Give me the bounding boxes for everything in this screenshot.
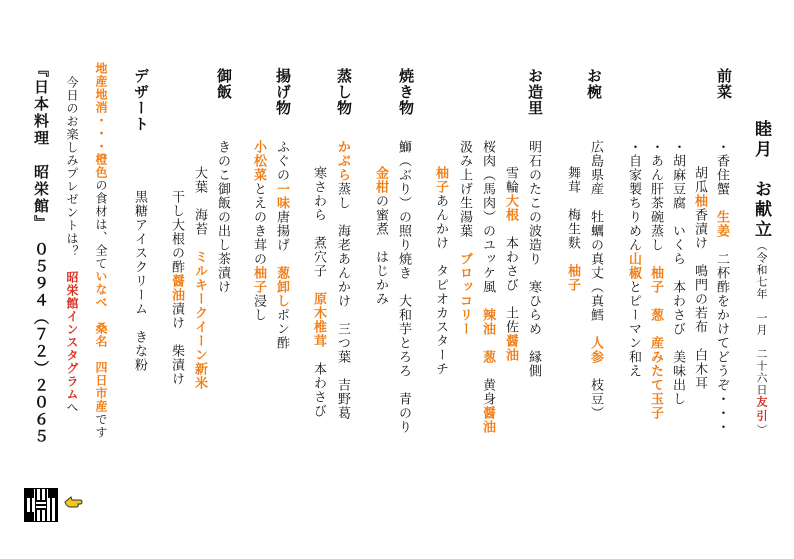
- agemono-text: 浸し: [251, 294, 266, 322]
- yakimono-line-2: [374, 166, 387, 306]
- agemono-text: ふぐの: [274, 140, 289, 182]
- zensai-local-ingredient: 葱: [648, 308, 663, 322]
- page-title: [752, 120, 769, 438]
- date-note: （令和七年 一月 二十六日: [755, 240, 768, 396]
- local-note-color: 橙色: [94, 153, 108, 179]
- zensai-line-3: [671, 140, 684, 406]
- owan-text: 舞茸 梅生麩: [565, 166, 580, 264]
- pointing-hand-icon: [64, 494, 84, 510]
- otsukuri-text: 桜肉（馬肉）のユッケ風: [480, 140, 495, 308]
- gohan-local-ingredient: ミルキークイーン新米: [192, 250, 207, 390]
- local-note-text: の食材は、全て: [94, 179, 108, 270]
- gohan-line-3: [170, 190, 183, 386]
- title-text: 睦月 お献立: [751, 120, 771, 240]
- agemono-local-ingredient: 小松菜: [251, 140, 266, 182]
- agemono-line-1: [275, 140, 288, 350]
- agemono-local-ingredient: 一味: [274, 182, 289, 210]
- zensai-text: ・自家製ちりめん: [626, 140, 641, 252]
- qr-code-icon[interactable]: [24, 488, 58, 522]
- otsukuri-local-ingredient: 醤油: [480, 406, 495, 434]
- mushimono-local-ingredient: かぶら: [335, 140, 350, 182]
- section-mushimono: 蒸し物: [335, 68, 353, 116]
- agemono-text: 唐揚げ: [274, 210, 289, 266]
- agemono-text: ポン酢: [274, 308, 289, 350]
- gohan-text: きのこ御飯の出し茶漬け: [215, 140, 230, 294]
- mushimono-line-1: [336, 140, 349, 420]
- otsukuri-text: 明石のたこの波造り 寒ひらめ 縁側: [526, 140, 541, 378]
- owan-text: 広島県産 牡蠣の真丈（真鱈: [588, 140, 603, 336]
- zensai-text: ・香住蟹: [714, 140, 729, 210]
- zensai-local-ingredient: 産みたて玉子: [648, 336, 663, 420]
- instagram-link[interactable]: 昭栄館インスタグラム: [65, 271, 79, 401]
- local-sourcing-note: [95, 62, 107, 439]
- agemono-text: とえのき茸の: [251, 182, 266, 266]
- local-note-areas: いなべ 桑名 四日市産: [94, 270, 108, 413]
- date-close: ）: [755, 424, 768, 438]
- section-otsukuri: お造里: [526, 68, 544, 116]
- otsukuri-local-ingredient: 醤油: [503, 334, 518, 362]
- zensai-line-4: [649, 140, 662, 420]
- otsukuri-local-ingredient: ブロッコリー: [457, 252, 472, 336]
- otsukuri-text: 雪輪: [503, 166, 518, 194]
- mushimono-text: 蒸し 海老あんかけ 三つ葉 吉野葛: [335, 182, 350, 420]
- zensai-local-ingredient: 山椒: [626, 252, 641, 280]
- zensai-local-ingredient: 柚子: [648, 266, 663, 294]
- restaurant-footer: 『日本料理 昭栄館』 ０５９４（７２）２０６５: [32, 62, 50, 446]
- otsukuri-text: [480, 336, 495, 350]
- zensai-text: ・胡麻豆腐 いくら 本わさび 美味出し: [670, 140, 685, 406]
- zensai-local-ingredient: 生姜: [714, 210, 729, 238]
- yakimono-text: の蜜煮 はじかみ: [373, 194, 388, 306]
- section-agemono: 揚げ物: [274, 68, 292, 116]
- gohan-line-2: [193, 166, 206, 390]
- otsukuri-text: 黄身: [480, 364, 495, 406]
- otsukuri-local-ingredient: 葱: [480, 350, 495, 364]
- otsukuri-line-2: [504, 166, 517, 362]
- zensai-text: [648, 322, 663, 336]
- gohan-text: 干し大根の酢: [169, 190, 184, 274]
- date-tail: 友引: [755, 396, 768, 424]
- gohan-text: 大葉 海苔: [192, 166, 207, 250]
- zensai-text: ・あん肝茶碗蒸し: [648, 140, 663, 266]
- zensai-text: 二杯酢をかけてどうぞ・・・: [714, 238, 729, 434]
- mushimono-text: 寒さわら 煮穴子: [311, 166, 326, 292]
- zensai-line-1: [715, 140, 728, 434]
- section-dessert: デザート: [132, 68, 150, 132]
- mushimono-text: 本わさび: [311, 348, 326, 418]
- local-note-text: です: [94, 413, 108, 439]
- dessert-line-1: [133, 190, 146, 372]
- section-yakimono: 焼き物: [397, 68, 415, 116]
- owan-local-ingredient: 人参: [588, 336, 603, 364]
- owan-line-1: [589, 140, 602, 420]
- zensai-line-2: [693, 166, 706, 390]
- otsukuri-text: 汲み上げ生湯葉: [457, 140, 472, 252]
- present-note: [66, 76, 78, 414]
- section-gohan: 御飯: [215, 68, 233, 100]
- agemono-local-ingredient: 葱卸し: [274, 266, 289, 308]
- owan-local-ingredient: 柚子: [565, 264, 580, 292]
- otsukuri-line-3: [481, 140, 494, 434]
- zensai-text: 胡瓜: [692, 166, 707, 194]
- section-owan: お椀: [585, 68, 603, 100]
- yakimono-line-1: [397, 140, 410, 434]
- yakimono-text: 鰤（ぶり）の照り焼き 大和芋とろろ 青のり: [396, 140, 411, 434]
- section-zensai: 前菜: [715, 68, 733, 100]
- agemono-line-2: [252, 140, 265, 322]
- yakimono-local-ingredient: 金柑: [373, 166, 388, 194]
- owan-line-2: [566, 166, 579, 292]
- gohan-local-ingredient: 醤油: [169, 274, 184, 302]
- present-text: へ: [65, 401, 79, 414]
- agemono-local-ingredient: 柚子: [251, 266, 266, 294]
- zensai-text: 香漬け 鳴門の若布 白木耳: [692, 208, 707, 390]
- otsukuri-text: あんかけ タピオカスターチ: [433, 194, 448, 376]
- otsukuri-line-5: [434, 166, 447, 376]
- gohan-text: 漬け 柴漬け: [169, 302, 184, 386]
- owan-text: 枝豆）: [588, 364, 603, 420]
- local-note-heading: 地産地消・・・: [94, 62, 108, 153]
- gohan-line-1: [216, 140, 229, 294]
- otsukuri-line-1: [527, 140, 540, 378]
- mushimono-line-2: [312, 166, 325, 418]
- otsukuri-local-ingredient: 柚子: [433, 166, 448, 194]
- otsukuri-text: 本わさび 土佐: [503, 222, 518, 334]
- mushimono-local-ingredient: 原木椎茸: [311, 292, 326, 348]
- zensai-text: とピーマン和え: [626, 280, 641, 378]
- otsukuri-local-ingredient: 大根: [503, 194, 518, 222]
- zensai-local-ingredient: 柚: [692, 194, 707, 208]
- zensai-text: [648, 294, 663, 308]
- otsukuri-line-4: [458, 140, 471, 336]
- dessert-text: 黒糖アイスクリーム きな粉: [132, 190, 147, 372]
- present-text: 今日のお楽しみプレゼントは？: [65, 76, 79, 271]
- zensai-line-5: [627, 140, 640, 378]
- otsukuri-local-ingredient: 辣油: [480, 308, 495, 336]
